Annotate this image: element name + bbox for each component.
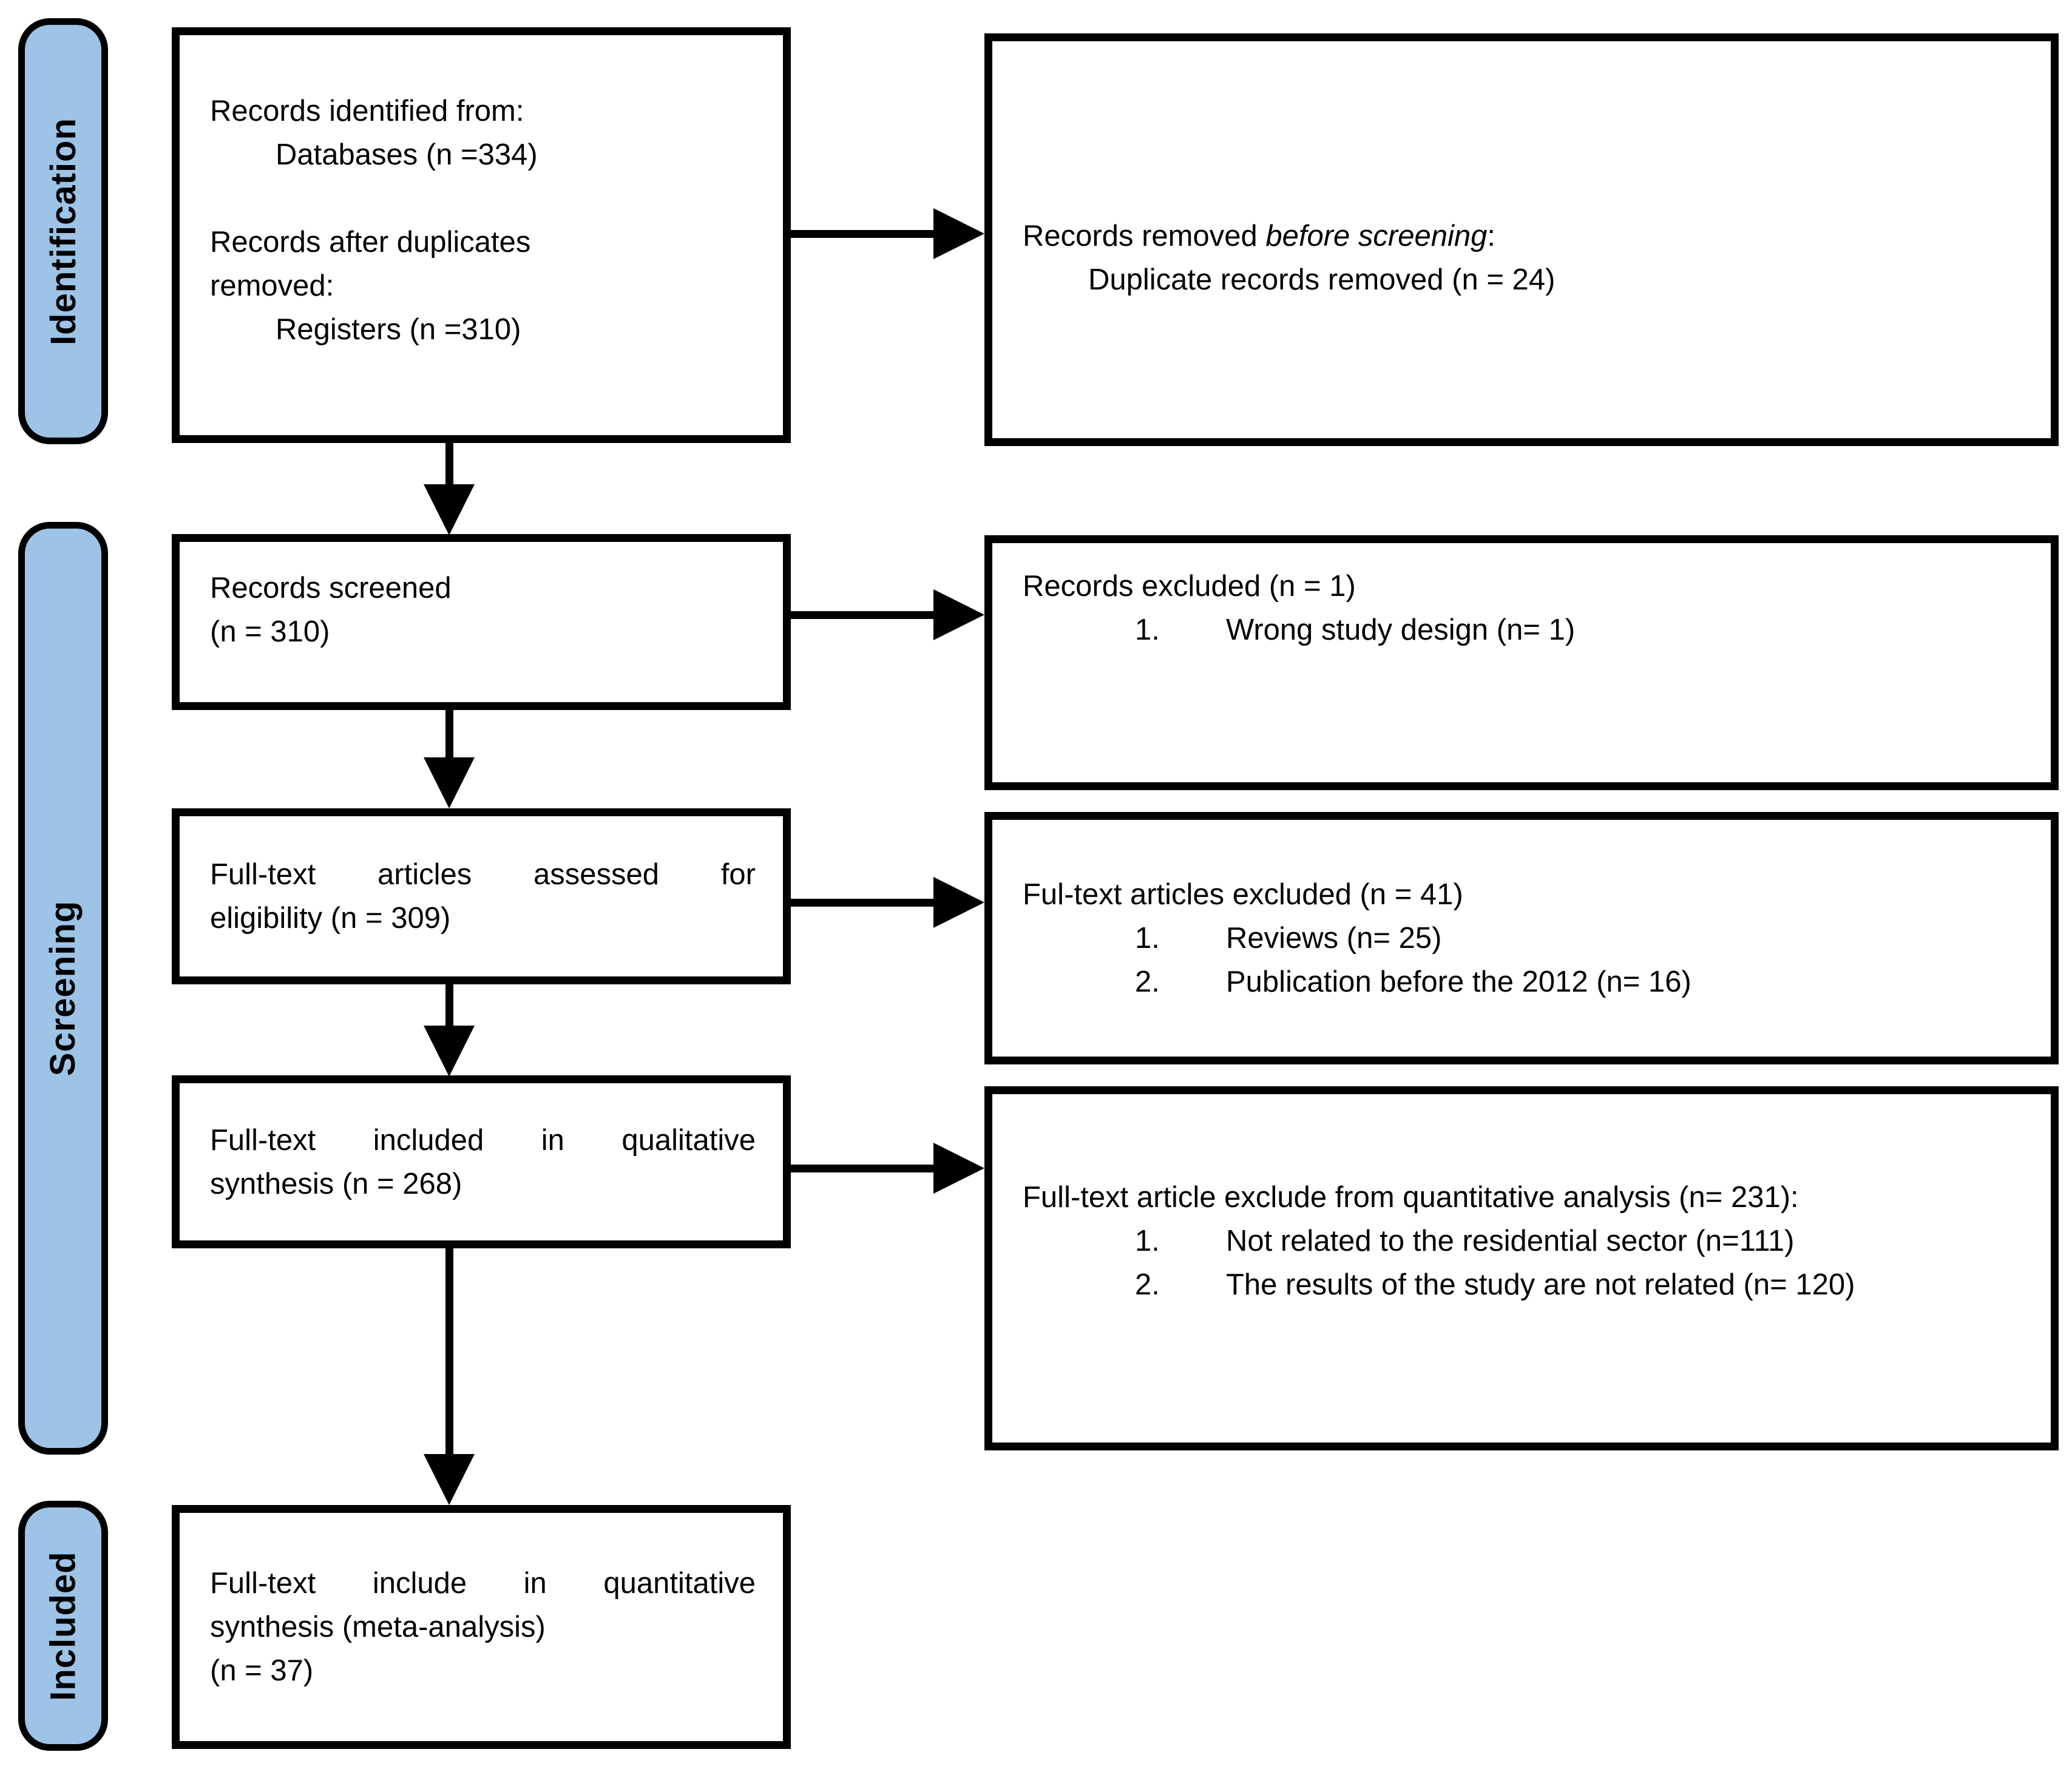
box-quantitative-excluded: [984, 1086, 2059, 1450]
word: Full-text: [210, 858, 316, 891]
word: include: [372, 1567, 467, 1600]
arrow-head-right-2: [933, 589, 984, 640]
box-records-identified: [172, 27, 791, 443]
word: quantitative: [603, 1567, 756, 1600]
box-line: (n = 37): [210, 1654, 314, 1687]
list-item: [1023, 1263, 2023, 1307]
word: for: [720, 858, 756, 891]
list-item-number: 1.: [1135, 614, 1160, 646]
list-item-text: Wrong study design (n= 1): [1226, 614, 1576, 646]
box-quantitative-included: [172, 1505, 791, 1749]
arrow-head-right-1: [933, 208, 984, 259]
box-line: eligibility (n = 309): [210, 902, 451, 935]
box-records-excluded: [984, 535, 2059, 790]
word: in: [541, 1123, 564, 1157]
stage-label-included: [18, 1501, 108, 1751]
box-records-removed-before-screening: [984, 33, 2059, 446]
word: Full-text: [210, 1123, 316, 1157]
box-line: Duplicate records removed (n = 24): [1088, 263, 1556, 296]
text-segment: Records removed: [1023, 220, 1266, 252]
arrow-head-down-2: [424, 757, 475, 808]
stage-label-screening: [18, 522, 108, 1455]
box-line: Records after duplicates: [210, 225, 531, 259]
box-line: synthesis (meta-analysis): [210, 1611, 546, 1643]
box-line: Databases (n =334): [276, 138, 538, 171]
box-line: Records screened: [210, 572, 452, 604]
arrow-line-right-3: [791, 899, 936, 907]
box-line: (n = 310): [210, 615, 330, 648]
word: assessed: [533, 858, 660, 891]
box-fulltext-assessed: [172, 808, 791, 984]
box-line: Full-text article exclude from quantitative analysis (n= 231):: [1023, 1181, 1799, 1214]
list-item: [1023, 960, 2023, 1004]
box-line: Records excluded (n = 1): [1023, 570, 1356, 603]
list-item-number: 2.: [1135, 966, 1160, 998]
box-line-justified: [210, 1118, 756, 1162]
arrow-line-down-2: [445, 710, 453, 760]
arrow-line-right-1: [791, 230, 936, 238]
list-item-text: Publication before the 2012 (n= 16): [1226, 966, 1691, 998]
box-line: Ful-text articles excluded (n = 41): [1023, 878, 1463, 911]
arrow-head-right-3: [933, 877, 984, 928]
arrow-head-down-1: [424, 484, 475, 535]
stage-label-included-text: Included: [43, 1551, 83, 1701]
box-line-justified: [210, 853, 756, 896]
word: Full-text: [210, 1567, 316, 1600]
box-line: [1023, 214, 2023, 258]
box-qualitative-included: [172, 1075, 791, 1248]
spacer: [210, 177, 756, 220]
list-item-text: Reviews (n= 25): [1226, 922, 1442, 955]
arrow-head-down-4: [424, 1454, 475, 1505]
word: included: [373, 1123, 484, 1157]
text-segment: :: [1487, 220, 1495, 252]
stage-label-identification: [18, 18, 108, 444]
arrow-line-right-4: [791, 1165, 936, 1172]
arrow-head-right-4: [933, 1143, 984, 1194]
box-line-justified: [210, 1561, 756, 1605]
list-item: [1023, 608, 2023, 652]
arrow-line-down-1: [445, 443, 453, 487]
arrow-head-down-3: [424, 1026, 475, 1077]
box-line: Records identified from:: [210, 94, 524, 127]
word: in: [523, 1567, 547, 1600]
box-line: removed:: [210, 269, 334, 302]
list-item-number: 1.: [1135, 1225, 1160, 1257]
arrow-line-down-4: [445, 1248, 453, 1456]
arrow-line-down-3: [445, 984, 453, 1028]
box-records-screened: [172, 534, 791, 710]
box-line: Registers (n =310): [276, 313, 521, 346]
box-line: synthesis (n = 268): [210, 1167, 462, 1200]
text-segment-italic: before screening: [1265, 220, 1488, 252]
box-fulltext-excluded: [984, 812, 2059, 1064]
word: qualitative: [621, 1123, 756, 1157]
stage-label-screening-text: Screening: [43, 900, 83, 1077]
stage-label-identification-text: Identification: [43, 117, 83, 345]
list-item-text: The results of the study are not related (n= 120): [1226, 1268, 1855, 1301]
word: articles: [377, 858, 472, 891]
list-item: [1023, 916, 2023, 960]
list-item-text: Not related to the residential sector (n=111): [1226, 1225, 1795, 1257]
list-item-number: 2.: [1135, 1268, 1160, 1301]
list-item: [1023, 1219, 2023, 1263]
arrow-line-right-2: [791, 611, 936, 619]
list-item-number: 1.: [1135, 922, 1160, 955]
